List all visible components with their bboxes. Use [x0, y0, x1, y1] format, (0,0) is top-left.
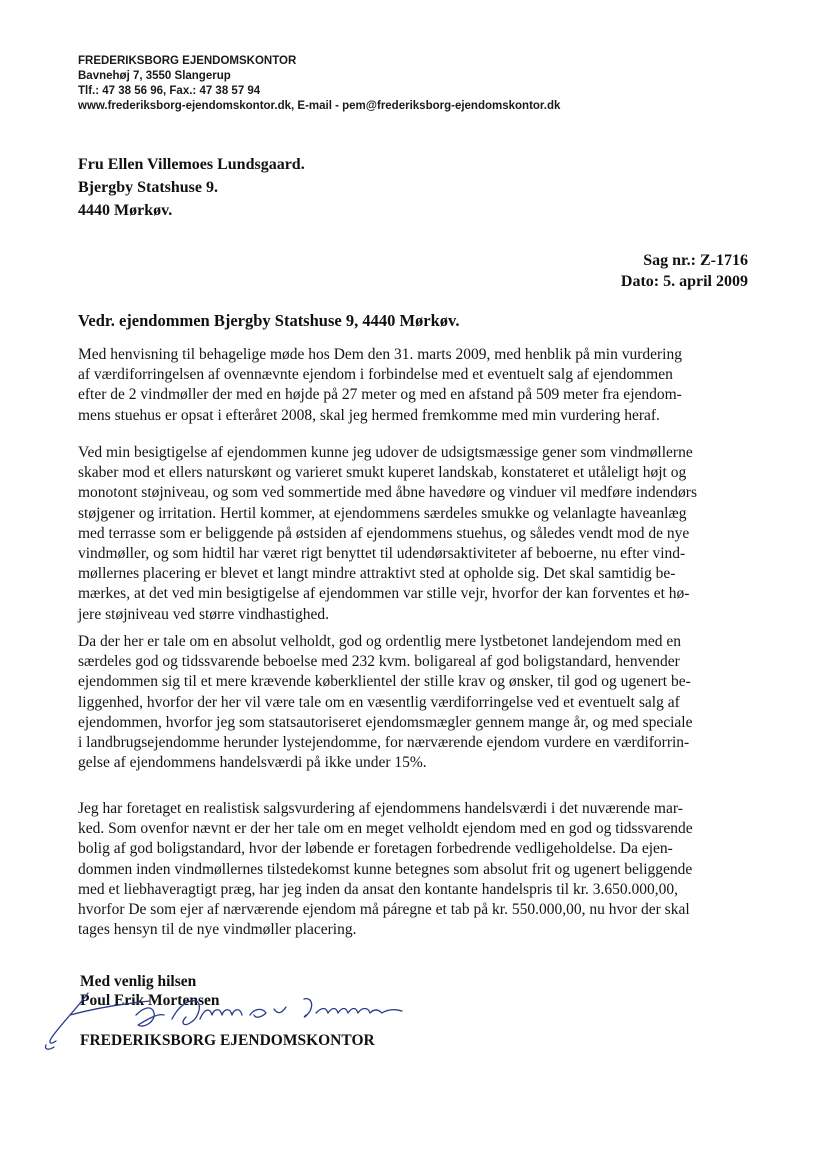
paragraph-1: [78, 345, 682, 426]
subject-line: Vedr. ejendommen Bjergby Statshuse 9, 4440 Mørkøv.: [78, 311, 460, 330]
body-line: jere støjniveau ved større vindhastighed.: [78, 605, 329, 623]
letter-date: Dato: 5. april 2009: [620, 273, 748, 290]
body-line: bolig af god boligstandard, hvor der løbende er foretagen forbedrende vedligeholdelse. Da ejen-: [78, 840, 673, 858]
closing-company: FREDERIKSBORG EJENDOMSKONTOR: [80, 1032, 375, 1049]
body-line: Da der her er tale om en absolut velholdt, god og ordentlig mere lystbetonet landejendom med en: [78, 633, 682, 650]
body-line: ejendommen sig til et mere krævende køberklientel der stille krav og ønsker, til god og ugenert be-: [78, 673, 691, 691]
body-line: skaber mod et ellers naturskønt og varieret smukt kuperet landskab, konstateret et utåleligt højt og: [78, 464, 687, 482]
closing-signer: Poul Erik Mortensen: [80, 992, 220, 1009]
body-line: gelse af ejendommens handelsværdi på ikke under 15%.: [78, 754, 427, 772]
body-line: mærkes, at det ved min besigtigelse af ejendommen var stille vejr, hvorfor der kan forventes et hø-: [78, 585, 690, 603]
body-line: Med henvisning til behagelige møde hos Dem den 31. marts 2009, med henblik på min vurdering: [78, 346, 682, 363]
letter-meta: [621, 250, 748, 292]
letterhead-company: FREDERIKSBORG EJENDOMSKONTOR: [78, 55, 297, 67]
body-line: monotont støjniveau, og som ved sommertide med åbne havedøre og vinduer vil medføre indendørs: [78, 484, 698, 502]
closing-greeting: Med venlig hilsen: [80, 973, 197, 990]
body-line: ked. Som ovenfor nævnt er der her tale om en meget velholdt ejendom med en god og tidssvarende: [78, 820, 693, 838]
recipient-street: Bjergby Statshuse 9.: [78, 179, 219, 196]
body-line: støjgener og irritation. Hertil kommer, at ejendommens særdeles smukke og velanlagte haveanlæg: [78, 504, 687, 522]
body-line: tages hensyn til de nye vindmøller placering.: [78, 921, 357, 939]
paragraph-2: [78, 443, 697, 625]
recipient-name: Fru Ellen Villemoes Lundsgaard.: [78, 156, 305, 173]
body-line: liggenhed, hvorfor der her vil være tale om en væsentlig værdiforringelse ved et eventuelt salg af: [78, 693, 680, 711]
body-line: særdeles god og tidssvarende beboelse med 232 kvm. boligareal af god boligstandard, henvender: [78, 653, 680, 671]
paragraph-4: [78, 799, 693, 940]
paragraph-3: [78, 632, 692, 773]
body-line: i landbrugsejendomme herunder lystejendomme, for nærværende ejendom vurdere en værdiforrin-: [78, 734, 690, 752]
body-line: af værdiforringelsen af ovennævnte ejendom i forbindelse med et eventuelt salg af ejendommen: [78, 366, 673, 384]
body-line: Jeg har foretaget en realistisk salgsvurdering af ejendommens handelsværdi i det nuværende mar-: [78, 800, 683, 817]
letterhead-web-email: www.frederiksborg-ejendomskontor.dk, E-mail - pem@frederiksborg-ejendomskontor.dk: [78, 100, 561, 112]
letterhead: [78, 54, 560, 114]
body-line: med terrasse som er beliggende på østsiden af ejendommens stuehus, og således vendt mod de nye: [78, 524, 690, 542]
recipient-city: 4440 Mørkøv.: [78, 202, 173, 219]
case-number: Sag nr.: Z-1716: [643, 252, 748, 269]
body-line: Ved min besigtigelse af ejendommen kunne jeg udover de udsigtsmæssige gener som vindmøllerne: [78, 444, 693, 461]
body-line: ejendommen, hvorfor jeg som statsautoriseret ejendomsmægler gennem mange år, og med speciale: [78, 713, 693, 731]
body-line: dommen inden vindmøllernes tilstedekomst kunne betegnes som absolut frit og ugenert beliggende: [78, 860, 693, 878]
body-line: med et liebhaveragtigt præg, har jeg inden da ansat den kontante handelspris til kr. 3.650.000,00,: [78, 880, 679, 898]
letterhead-address: Bavnehøj 7, 3550 Slangerup: [78, 70, 231, 82]
body-line: vindmøller, og som hidtil har været rigt benyttet til udendørsaktiviteter af beboerne, nu efter vind-: [78, 545, 686, 563]
handwritten-signature: [40, 985, 430, 1055]
body-line: hvorfor De som ejer af nærværende ejendom må páregne et tab på kr. 550.000,00, nu hvor der skal: [78, 901, 690, 919]
body-line: efter de 2 vindmøller der med en højde på 27 meter og med en afstand på 509 meter fra ejendom-: [78, 386, 682, 404]
recipient-address: [78, 153, 305, 222]
body-line: møllernes placering er blevet et langt mindre attraktivt sted at opholde sig. Det skal samtidig be-: [78, 565, 676, 583]
letterhead-phone-fax: Tlf.: 47 38 56 96, Fax.: 47 38 57 94: [78, 85, 261, 97]
body-line: mens stuehus er opsat i efteråret 2008, skal jeg hermed fremkomme med min vurdering heraf.: [78, 406, 660, 424]
